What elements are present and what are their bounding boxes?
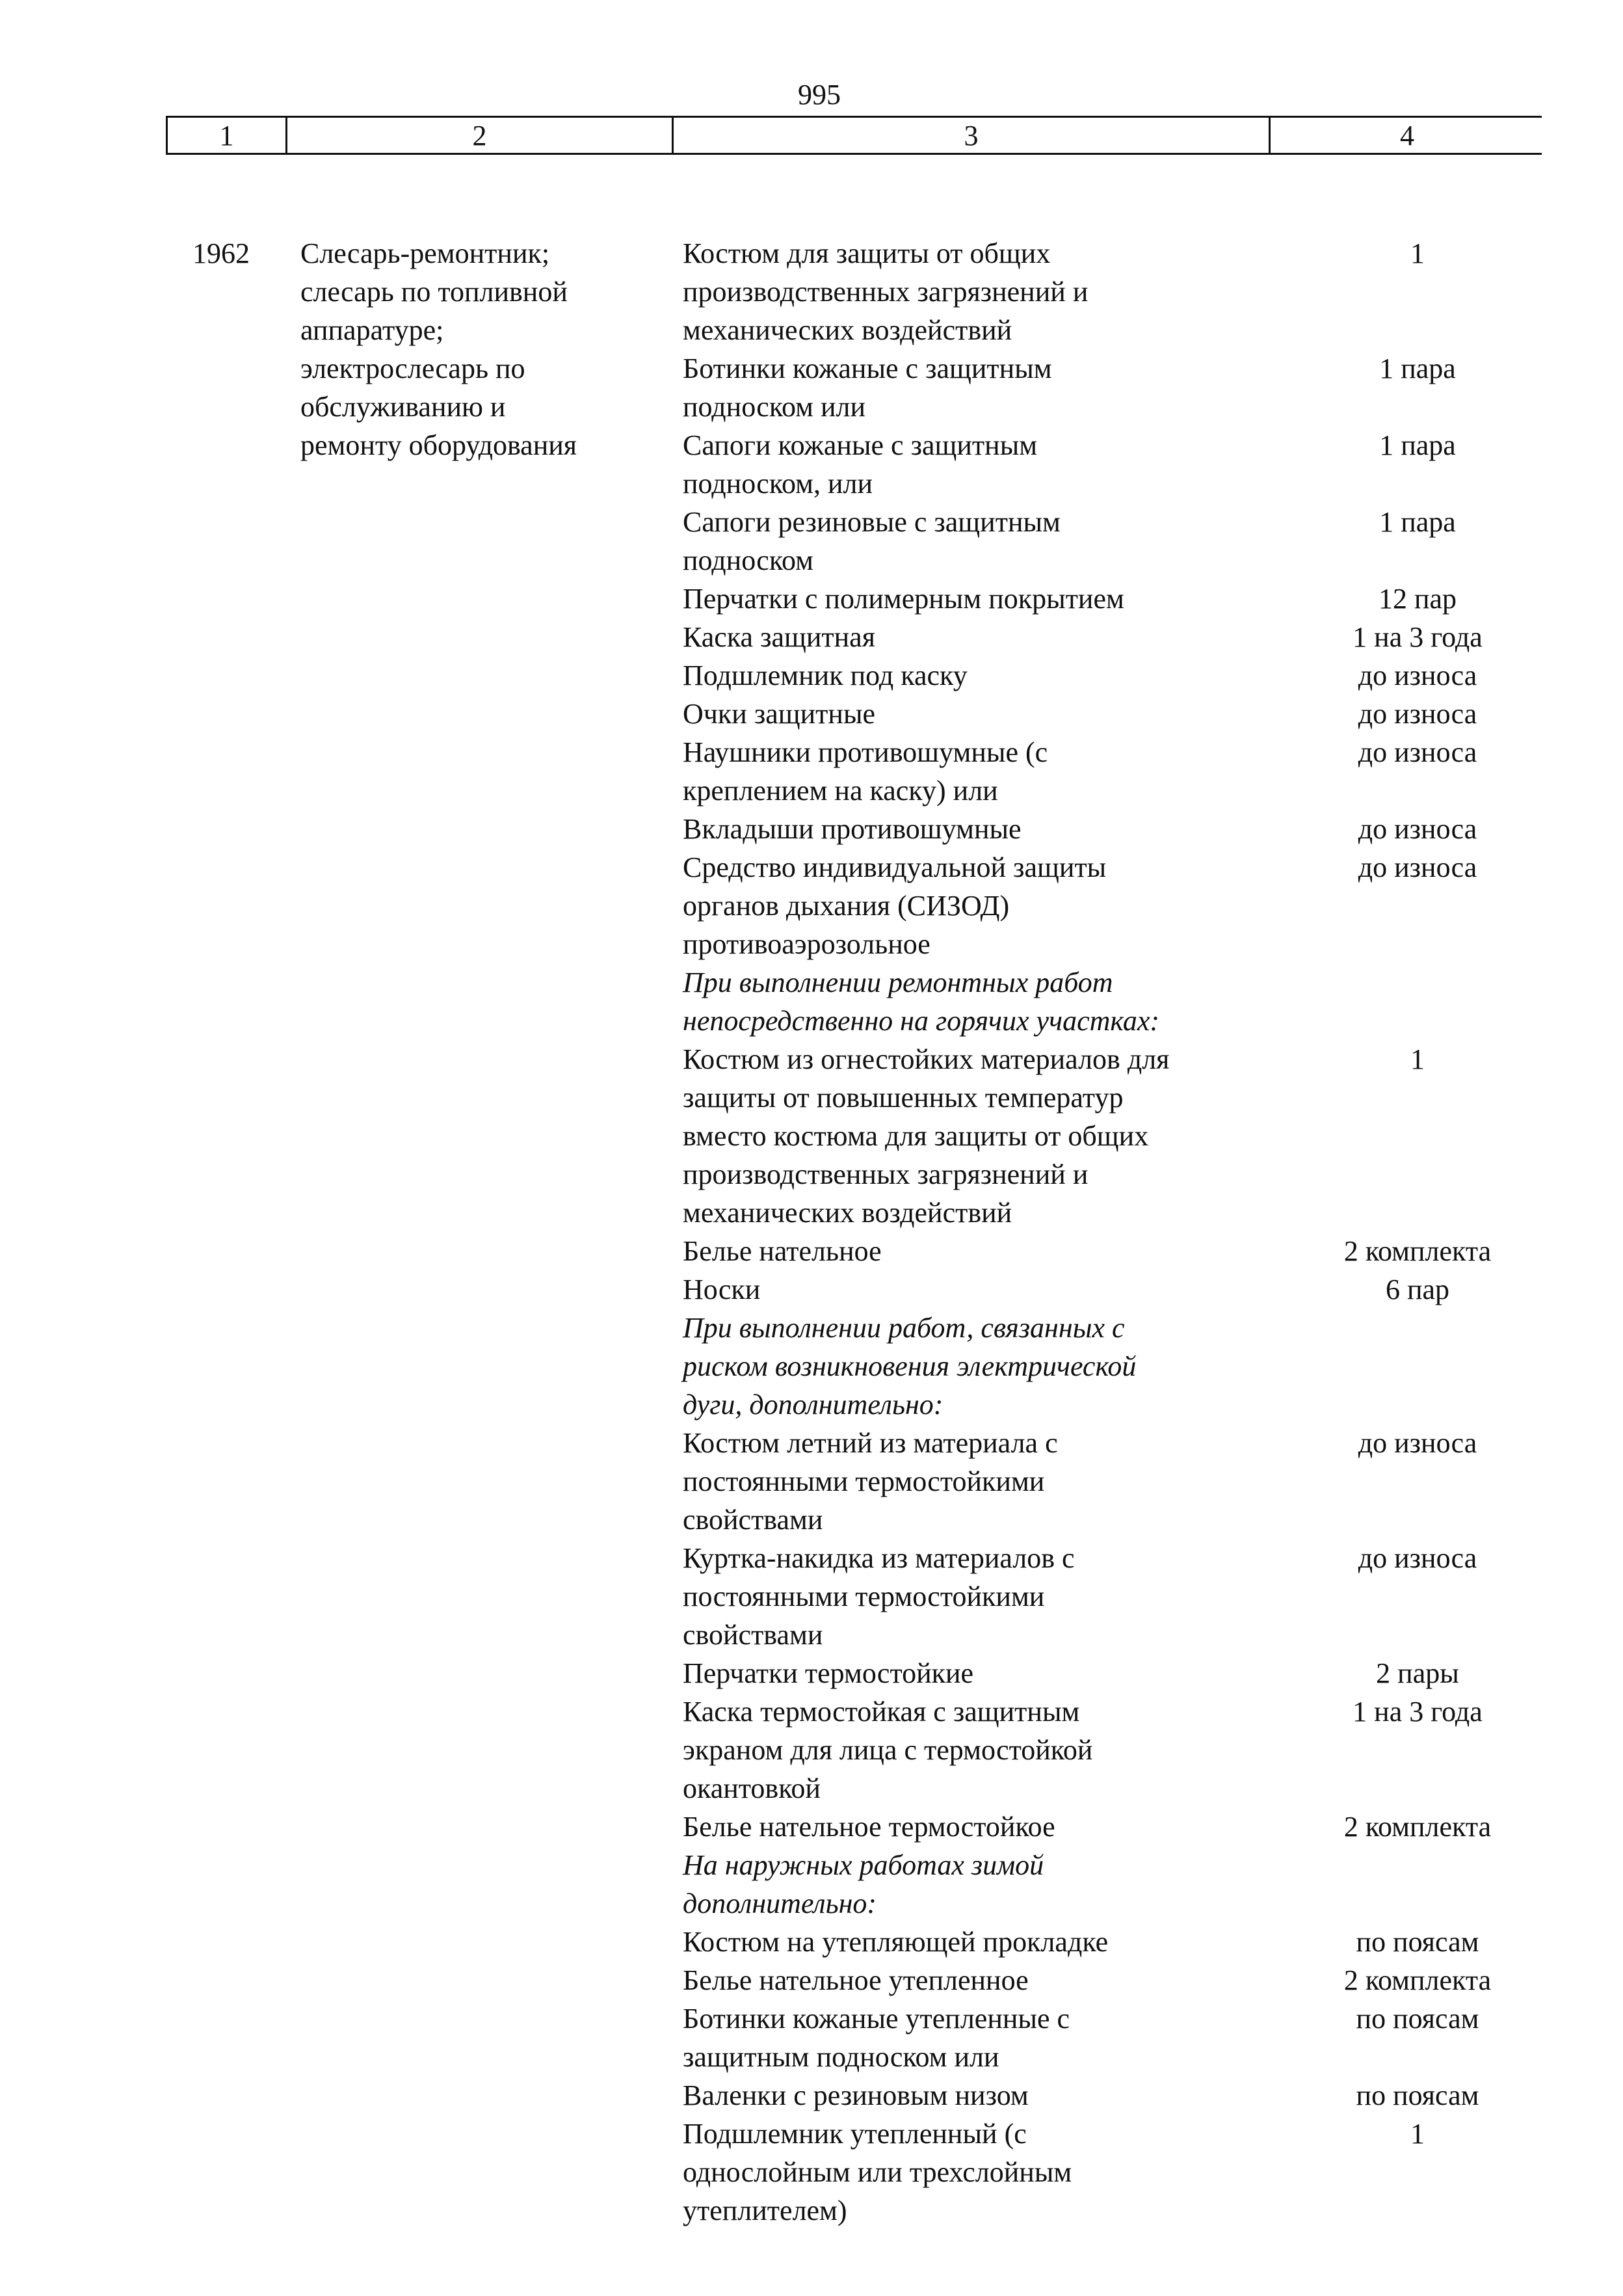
item-name-line: Вкладыши противошумные — [683, 813, 1022, 845]
item-norm: 1 пара — [1379, 506, 1456, 538]
item-norm: 1 — [1410, 1043, 1425, 1075]
profession-line: слесарь по топливной — [300, 276, 568, 308]
item-name-line: вместо костюма для защиты от общих — [683, 1120, 1149, 1152]
item-name-line: Куртка-накидка из материалов с — [683, 1542, 1075, 1574]
item-name-line: Наушники противошумные (с — [683, 736, 1048, 768]
item-name-line: Белье нательное термостойкое — [683, 1811, 1055, 1843]
item-name — [683, 349, 1281, 426]
item-name — [683, 1692, 1281, 1808]
item-norm: 1 пара — [1379, 353, 1456, 384]
item-name-line: постоянными термостойкими — [683, 1465, 1045, 1497]
item-name-line: креплением на каску) или — [683, 775, 998, 807]
item-name-line: экраном для лица с термостойкой — [683, 1734, 1093, 1766]
column-header-3: 3 — [674, 118, 1271, 153]
item-norm: 1 на 3 года — [1352, 1696, 1483, 1728]
item-name — [683, 656, 1281, 695]
profession-line: Слесарь-ремонтник; — [300, 237, 550, 269]
item-name — [683, 234, 1281, 349]
item-name — [683, 503, 1281, 580]
item-name-line: Костюм на утепляющей прокладке — [683, 1926, 1109, 1958]
section-note — [683, 963, 1281, 1040]
item-name — [683, 1999, 1281, 2076]
item-norm: 2 пары — [1376, 1657, 1459, 1689]
item-name-line: противоаэрозольное — [683, 928, 930, 960]
item-name-line: дополнительно: — [683, 1888, 877, 1919]
item-name-line: подноском, или — [683, 468, 873, 500]
item-name-line: Сапоги резиновые с защитным — [683, 506, 1061, 538]
item-name — [683, 1539, 1281, 1654]
item-name-line: Ботинки кожаные с защитным — [683, 353, 1052, 384]
item-name-line: Сапоги кожаные с защитным — [683, 429, 1038, 461]
column-header-2: 2 — [287, 118, 674, 153]
section-note — [683, 1846, 1281, 1923]
item-name-line: производственных загрязнений и — [683, 1158, 1089, 1190]
page-number: 995 — [798, 79, 841, 111]
item-name-line: Костюм летний из материала с — [683, 1427, 1058, 1459]
profession-line: аппаратуре; — [300, 314, 444, 346]
item-name — [683, 1232, 1281, 1270]
item-name — [683, 1424, 1281, 1539]
item-name — [683, 426, 1281, 503]
item-name-line: органов дыхания (СИЗОД) — [683, 890, 1010, 922]
column-header-4: 4 — [1400, 120, 1414, 152]
item-name-line: риском возникновения электрической — [683, 1350, 1137, 1382]
item-name-line: Валенки с резиновым низом — [683, 2079, 1029, 2111]
item-name-line: Носки — [683, 1274, 761, 1305]
item-norm: до износа — [1358, 1542, 1477, 1574]
item-name-line: однослойным или трехслойным — [683, 2156, 1072, 2188]
item-norm: до износа — [1358, 698, 1477, 730]
item-name-line: Белье нательное — [683, 1235, 882, 1267]
item-name — [683, 1961, 1281, 1999]
item-norm: по поясам — [1356, 2003, 1479, 2035]
section-note — [683, 1309, 1281, 1424]
item-name — [683, 1923, 1281, 1961]
item-name-line: Перчатки термостойкие — [683, 1657, 974, 1689]
profession-line: электрослесарь по — [300, 353, 525, 384]
item-norm: 1 на 3 года — [1352, 621, 1483, 653]
item-name-line: производственных загрязнений и — [683, 276, 1089, 308]
item-name — [683, 695, 1281, 733]
column-header-1: 1 — [168, 118, 287, 153]
item-name-line: защиты от повышенных температур — [683, 1082, 1124, 1114]
entry-number: 1962 — [192, 237, 250, 269]
item-norm: 1 — [1410, 2118, 1425, 2150]
item-name-line: постоянными термостойкими — [683, 1581, 1045, 1612]
profession-line: обслуживанию и — [300, 391, 506, 423]
profession-line: ремонту оборудования — [300, 429, 577, 461]
item-name — [683, 1654, 1281, 1692]
item-name-line: Перчатки с полимерным покрытием — [683, 583, 1124, 615]
item-name-line: подноском или — [683, 391, 866, 423]
item-name — [683, 810, 1281, 848]
item-name-line: подноском — [683, 544, 813, 576]
item-name — [683, 1270, 1281, 1309]
item-norm: 2 комплекта — [1343, 1811, 1492, 1843]
item-name-line: Белье нательное утепленное — [683, 1964, 1029, 1996]
item-norm: до износа — [1358, 1427, 1477, 1459]
item-name — [683, 618, 1281, 656]
item-name — [683, 580, 1281, 618]
item-name-line: механических воздействий — [683, 1197, 1012, 1229]
item-name-line: На наружных работах зимой — [683, 1849, 1044, 1881]
item-name-line: утеплителем) — [683, 2195, 847, 2226]
item-norm: по поясам — [1356, 1926, 1479, 1958]
item-norm: 2 комплекта — [1343, 1235, 1492, 1267]
item-name-line: дуги, дополнительно: — [683, 1389, 943, 1421]
item-name-line: При выполнении ремонтных работ — [683, 967, 1113, 998]
item-name-line: Подшлемник под каску — [683, 660, 968, 691]
item-norm: до износа — [1358, 813, 1477, 845]
item-name — [683, 848, 1281, 963]
item-norm: до износа — [1358, 660, 1477, 691]
item-name-line: свойствами — [683, 1619, 823, 1651]
item-name-line: свойствами — [683, 1504, 823, 1536]
item-name-line: Каска термостойкая с защитным — [683, 1696, 1080, 1728]
item-name-line: При выполнении работ, связанных с — [683, 1312, 1125, 1344]
item-name-line: Очки защитные — [683, 698, 876, 730]
item-name — [683, 1040, 1281, 1232]
item-name-line: Средство индивидуальной защиты — [683, 851, 1107, 883]
item-norm: 2 комплекта — [1343, 1964, 1492, 1996]
item-norm: до износа — [1358, 736, 1477, 768]
item-norm: 1 пара — [1379, 429, 1456, 461]
item-name — [683, 2115, 1281, 2230]
item-norm: до износа — [1358, 851, 1477, 883]
item-name-line: непосредственно на горячих участках: — [683, 1005, 1160, 1037]
column-header-row — [166, 116, 1542, 155]
item-name-line: Костюм для защиты от общих — [683, 237, 1051, 269]
item-norm: 1 — [1410, 237, 1425, 269]
item-name-line: Каска защитная — [683, 621, 875, 653]
profession-cell — [300, 234, 665, 464]
item-name-line: Ботинки кожаные утепленные с — [683, 2003, 1070, 2035]
item-name-line: механических воздействий — [683, 314, 1012, 346]
item-norm: 6 пар — [1385, 1274, 1450, 1305]
item-norm: по поясам — [1356, 2079, 1479, 2111]
item-name-line: защитным подноском или — [683, 2041, 999, 2073]
item-name-line: Костюм из огнестойких материалов для — [683, 1043, 1170, 1075]
item-name — [683, 2076, 1281, 2115]
item-name — [683, 733, 1281, 810]
item-name-line: окантовкой — [683, 1772, 821, 1804]
item-name — [683, 1808, 1281, 1846]
item-name-line: Подшлемник утепленный (с — [683, 2118, 1027, 2150]
item-norm: 12 пар — [1378, 583, 1457, 615]
